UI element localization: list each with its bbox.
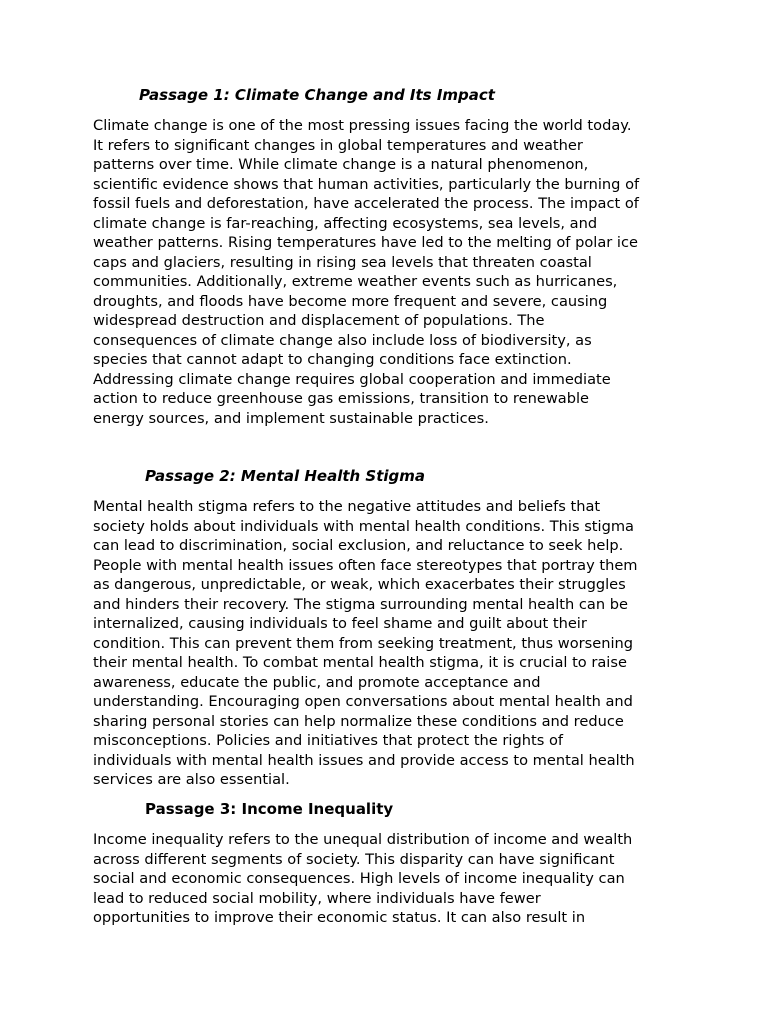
- text-line: Climate change is one of the most pressing issues facing the world today.: [93, 117, 632, 134]
- text-line: condition. This can prevent them from seeking treatment, thus worsening: [93, 634, 634, 652]
- text-line: across different segments of society. This disparity can have significant: [93, 850, 615, 868]
- text-line: sharing personal stories can help normalize these conditions and reduce: [93, 712, 624, 730]
- passage-3-paragraph: [93, 830, 683, 928]
- text-line: social and economic consequences. High levels of income inequality can: [93, 870, 625, 887]
- text-line: patterns over time. While climate change is a natural phenomenon,: [93, 156, 589, 173]
- text-line: consequences of climate change also include loss of biodiversity, as: [93, 331, 592, 349]
- text-line: misconceptions. Policies and initiatives that protect the rights of: [93, 732, 564, 749]
- text-line: It refers to significant changes in global temperatures and weather: [93, 136, 583, 154]
- passage-3-heading: Passage 3: Income Inequality: [145, 800, 394, 818]
- text-line: Addressing climate change requires global cooperation and immediate: [93, 370, 611, 388]
- passage-1-paragraph: [93, 116, 683, 428]
- text-line: internalized, causing individuals to feel shame and guilt about their: [93, 615, 587, 632]
- text-line: energy sources, and implement sustainable practices.: [93, 409, 489, 427]
- text-line: individuals with mental health issues and provide access to mental health: [93, 751, 635, 769]
- text-line: widespread destruction and displacement of populations. The: [93, 312, 545, 329]
- text-line: services are also essential.: [93, 771, 290, 788]
- text-line: society holds about individuals with mental health conditions. This stigma: [93, 517, 634, 535]
- text-line: understanding. Encouraging open conversations about mental health and: [93, 693, 633, 710]
- text-line: awareness, educate the public, and promote acceptance and: [93, 673, 541, 691]
- text-line: and hinders their recovery. The stigma surrounding mental health can be: [93, 595, 628, 613]
- text-line: action to reduce greenhouse gas emissions, transition to renewable: [93, 390, 589, 407]
- text-line: their mental health. To combat mental health stigma, it is crucial to raise: [93, 654, 627, 671]
- text-line: can lead to discrimination, social exclusion, and reluctance to seek help.: [93, 537, 624, 554]
- text-line: lead to reduced social mobility, where individuals have fewer: [93, 889, 541, 907]
- text-line: opportunities to improve their economic status. It can also result in: [93, 909, 586, 926]
- passage-2-heading: Passage 2: Mental Health Stigma: [145, 467, 426, 485]
- text-line: caps and glaciers, resulting in rising sea levels that threaten coastal: [93, 253, 592, 271]
- text-line: fossil fuels and deforestation, have accelerated the process. The impact of: [93, 195, 639, 212]
- text-line: People with mental health issues often face stereotypes that portray them: [93, 556, 638, 574]
- text-line: climate change is far-reaching, affecting ecosystems, sea levels, and: [93, 214, 598, 232]
- passage-2-paragraph: [93, 497, 683, 790]
- passage-1-heading: Passage 1: Climate Change and Its Impact: [139, 86, 495, 104]
- text-line: Mental health stigma refers to the negative attitudes and beliefs that: [93, 498, 601, 515]
- text-line: droughts, and floods have become more frequent and severe, causing: [93, 292, 608, 310]
- text-line: as dangerous, unpredictable, or weak, which exacerbates their struggles: [93, 576, 626, 593]
- text-line: weather patterns. Rising temperatures have led to the melting of polar ice: [93, 234, 638, 251]
- text-line: scientific evidence shows that human activities, particularly the burning of: [93, 175, 640, 193]
- text-line: species that cannot adapt to changing conditions face extinction.: [93, 351, 572, 368]
- text-line: communities. Additionally, extreme weather events such as hurricanes,: [93, 273, 618, 290]
- text-line: Income inequality refers to the unequal distribution of income and wealth: [93, 831, 633, 848]
